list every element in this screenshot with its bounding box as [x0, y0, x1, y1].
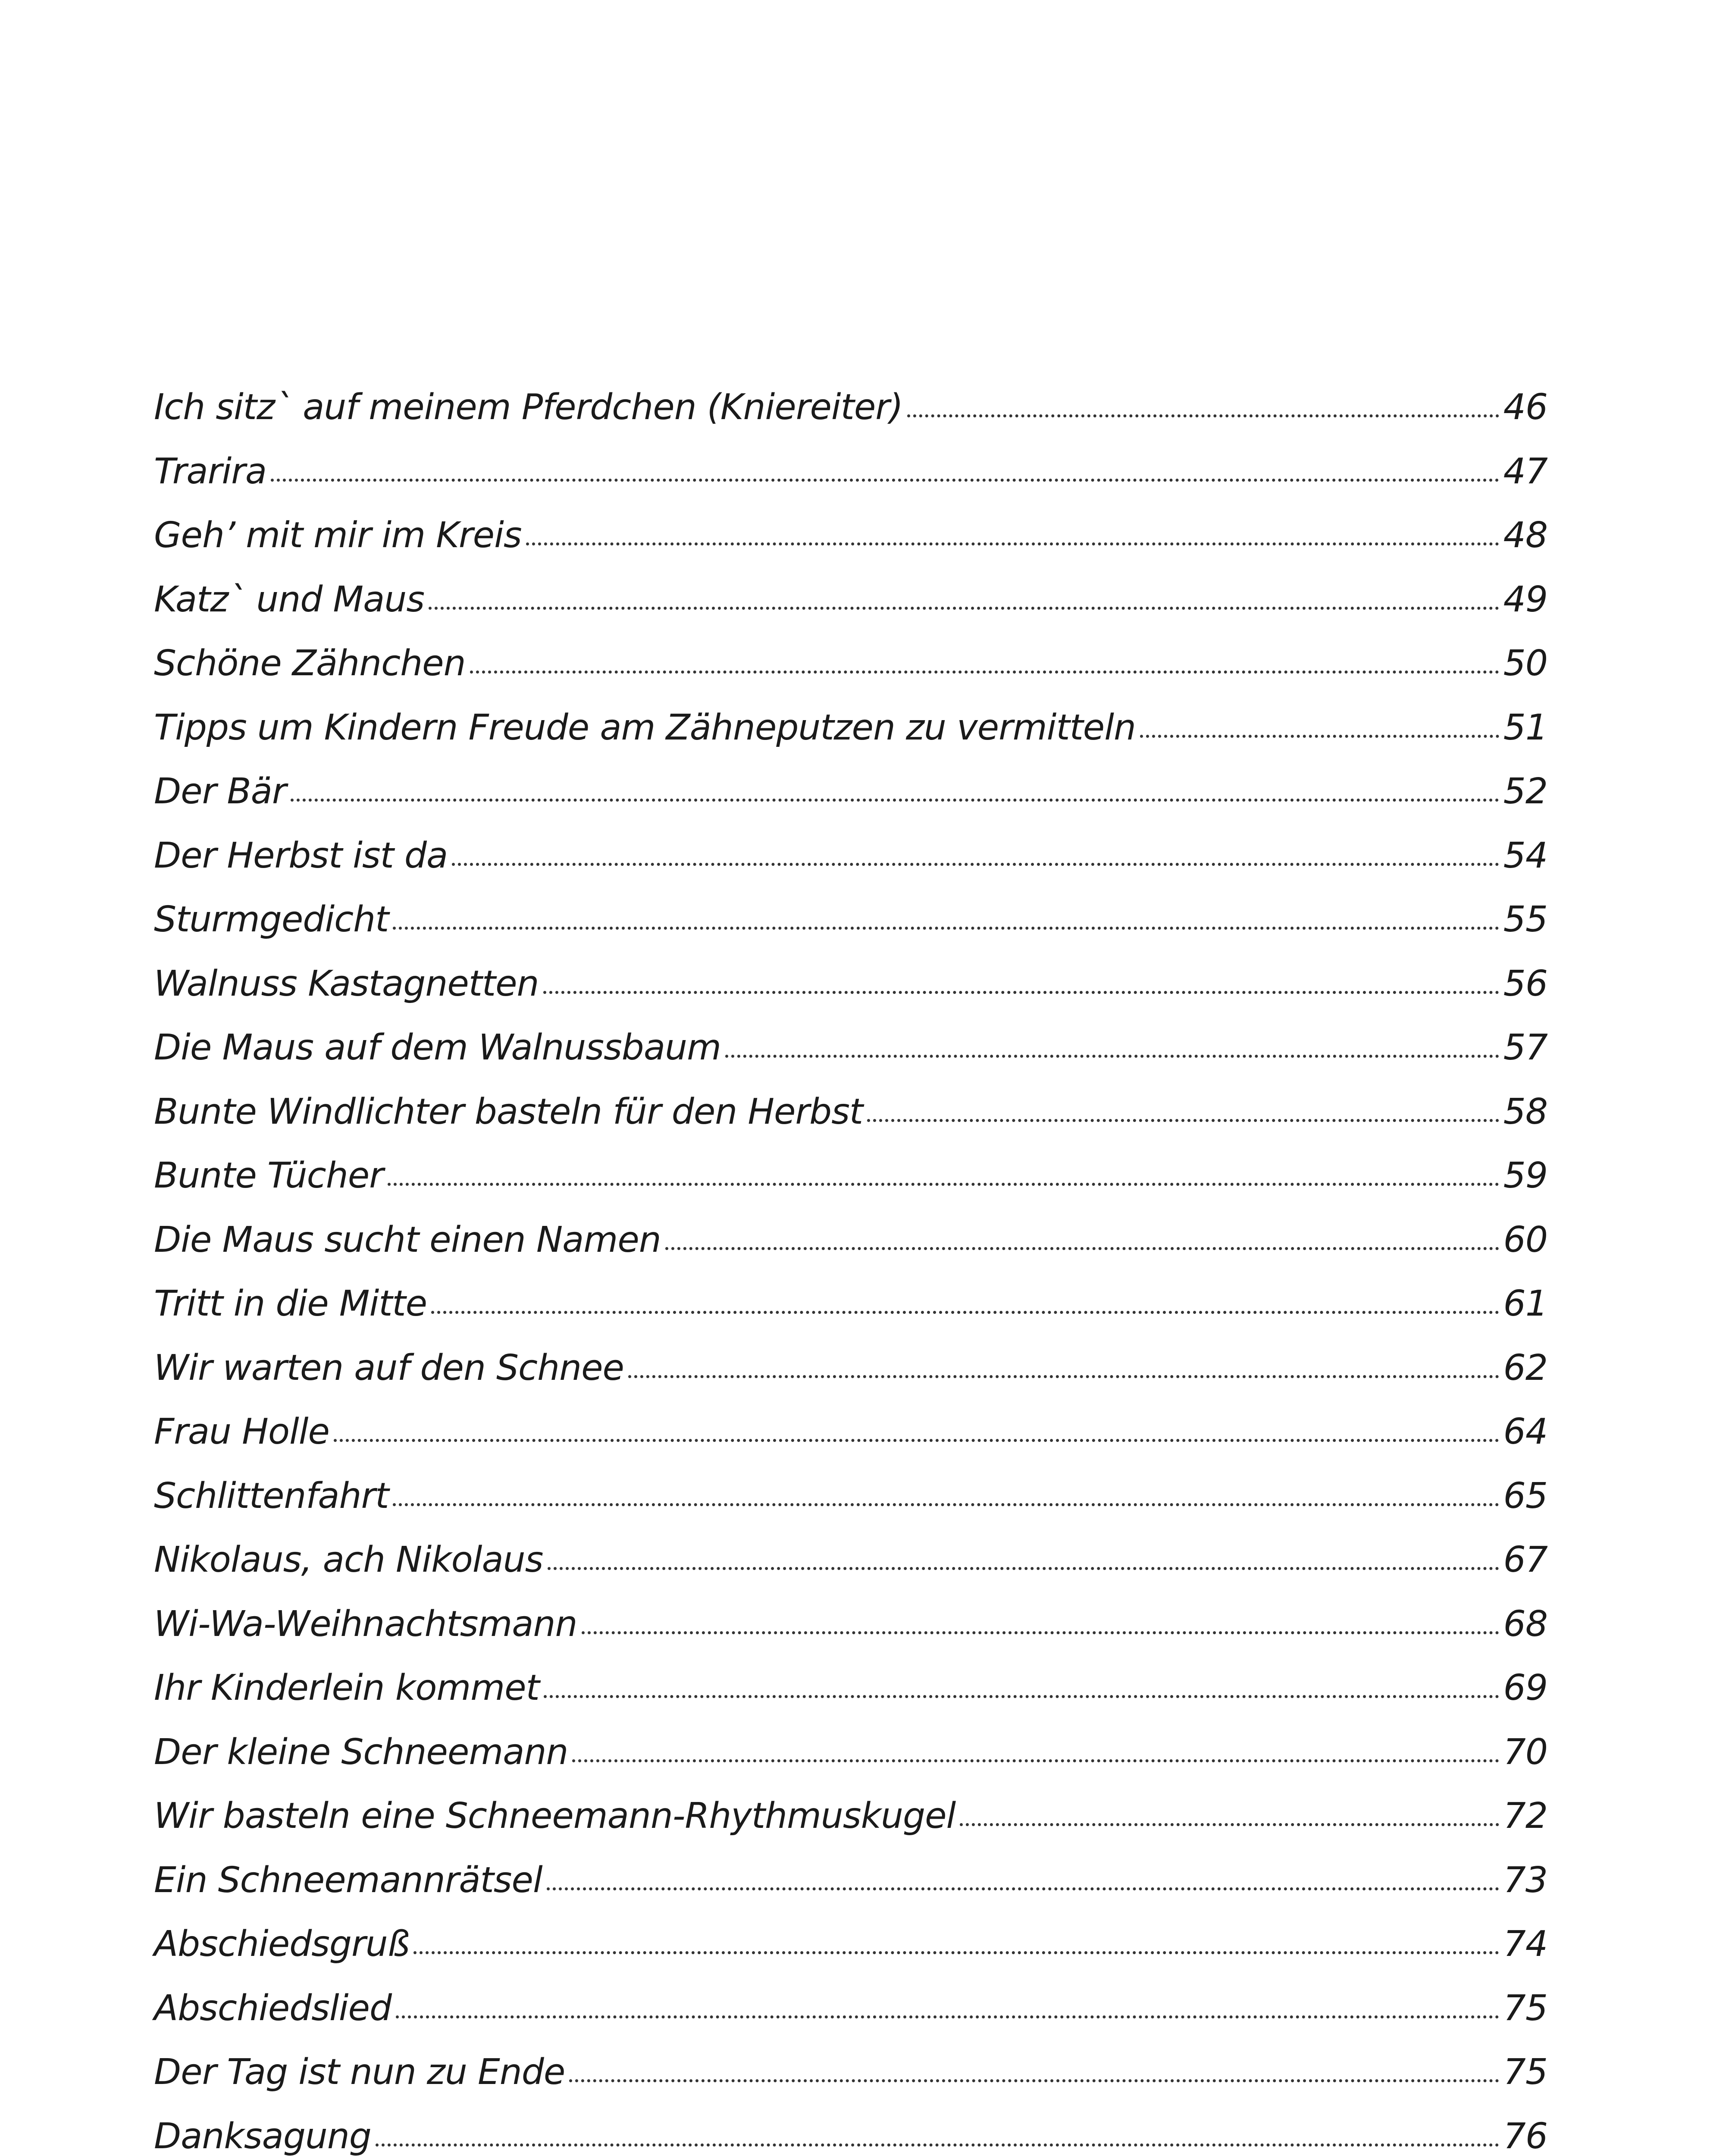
dot-leader: [582, 1631, 1499, 1634]
dot-leader: [452, 863, 1499, 866]
toc-entry-title: Tipps um Kindern Freude am Zähneputzen zu vermitteln: [154, 707, 1136, 748]
toc-entry-page-number: 73: [1503, 1859, 1547, 1901]
toc-entry-title: Ihr Kinderlein kommet: [154, 1667, 539, 1708]
dot-leader: [393, 927, 1499, 930]
toc-entry: [154, 579, 1547, 646]
toc-entry: [154, 1731, 1547, 1799]
dot-leader: [628, 1375, 1499, 1378]
toc-entry: [154, 963, 1547, 1031]
toc-entry-title: Frau Holle: [154, 1411, 330, 1452]
toc-entry-page-number: 75: [1503, 1987, 1547, 2029]
dot-leader: [431, 1311, 1499, 1314]
toc-entry-page-number: 67: [1503, 1539, 1547, 1580]
toc-entry-title: Abschiedslied: [154, 1987, 392, 2029]
toc-entry-page-number: 57: [1503, 1027, 1547, 1068]
toc-entry-page-number: 59: [1503, 1155, 1547, 1196]
toc-entry: [154, 1987, 1547, 2055]
dot-leader: [388, 1183, 1499, 1186]
toc-entry-title: Wir warten auf den Schnee: [154, 1347, 624, 1388]
toc-entry-title: Die Maus sucht einen Namen: [154, 1219, 661, 1260]
dot-leader: [960, 1823, 1499, 1826]
toc-entry-page-number: 62: [1503, 1347, 1547, 1388]
toc-entry-page-number: 72: [1503, 1796, 1547, 1836]
toc-entry-page-number: 55: [1503, 899, 1547, 940]
dot-leader: [413, 1951, 1499, 1954]
toc-entry: [154, 1091, 1547, 1159]
toc-entry-page-number: 61: [1503, 1283, 1547, 1324]
toc-entry-title: Ich sitz` auf meinem Pferdchen (Kniereiter): [154, 387, 903, 428]
toc-entry: [154, 451, 1547, 518]
toc-entry-page-number: 56: [1503, 963, 1547, 1004]
table-of-contents: [154, 387, 1547, 2156]
toc-entry-page-number: 74: [1503, 1924, 1547, 1965]
toc-entry: [154, 1283, 1547, 1351]
dot-leader: [334, 1439, 1499, 1442]
toc-entry-page-number: 68: [1503, 1603, 1547, 1645]
toc-entry-page-number: 64: [1503, 1411, 1547, 1452]
dot-leader: [572, 1759, 1499, 1762]
dot-leader: [907, 414, 1499, 417]
toc-entry-page-number: 51: [1503, 707, 1547, 748]
toc-entry: [154, 1539, 1547, 1607]
toc-entry: [154, 2115, 1547, 2156]
dot-leader: [544, 1695, 1499, 1698]
toc-entry-title: Der Tag ist nun zu Ende: [154, 2052, 565, 2093]
toc-entry-title: Wi-Wa-Weihnachtsmann: [154, 1603, 577, 1645]
dot-leader: [569, 2079, 1499, 2082]
toc-entry: [154, 771, 1547, 838]
toc-entry-page-number: 50: [1503, 643, 1547, 684]
toc-entry-title: Abschiedsgruß: [154, 1924, 410, 1965]
toc-entry-title: Ein Schneemannrätsel: [154, 1859, 542, 1901]
toc-entry: [154, 1796, 1547, 1863]
toc-entry: [154, 1155, 1547, 1222]
toc-entry: [154, 1411, 1547, 1479]
dot-leader: [376, 2143, 1499, 2147]
toc-entry-title: Katz` und Maus: [154, 579, 425, 620]
dot-leader: [470, 671, 1499, 674]
toc-entry: [154, 1475, 1547, 1543]
toc-entry-page-number: 54: [1503, 835, 1547, 876]
toc-entry-page-number: 76: [1503, 2115, 1547, 2156]
toc-entry: [154, 643, 1547, 710]
toc-entry-title: Bunte Windlichter basteln für den Herbst: [154, 1091, 863, 1132]
dot-leader: [665, 1247, 1499, 1250]
toc-entry-title: Der Bär: [154, 771, 286, 812]
toc-entry-page-number: 46: [1503, 387, 1547, 428]
toc-entry-title: Walnuss Kastagnetten: [154, 963, 539, 1004]
toc-entry-title: Wir basteln eine Schneemann-Rhythmuskugel: [154, 1796, 956, 1836]
toc-entry-page-number: 48: [1503, 515, 1547, 556]
toc-entry-title: Tritt in die Mitte: [154, 1283, 427, 1324]
toc-entry-page-number: 75: [1503, 2052, 1547, 2093]
toc-entry: [154, 1859, 1547, 1927]
toc-entry: [154, 1667, 1547, 1735]
toc-entry: [154, 2052, 1547, 2119]
toc-entry: [154, 899, 1547, 966]
toc-entry-page-number: 69: [1503, 1667, 1547, 1708]
toc-entry: [154, 1347, 1547, 1415]
toc-entry-page-number: 65: [1503, 1475, 1547, 1517]
dot-leader: [271, 479, 1499, 482]
dot-leader: [547, 1887, 1499, 1890]
toc-entry-title: Geh’ mit mir im Kreis: [154, 515, 522, 556]
dot-leader: [1140, 735, 1499, 738]
dot-leader: [543, 991, 1499, 994]
dot-leader: [526, 542, 1499, 545]
toc-entry: [154, 835, 1547, 903]
toc-entry: [154, 1219, 1547, 1287]
toc-entry-title: Danksagung: [154, 2115, 371, 2156]
toc-entry: [154, 387, 1547, 454]
toc-entry: [154, 515, 1547, 582]
toc-entry-page-number: 60: [1503, 1219, 1547, 1260]
toc-entry-title: Der kleine Schneemann: [154, 1731, 568, 1773]
toc-entry-page-number: 58: [1503, 1091, 1547, 1132]
dot-leader: [725, 1055, 1499, 1058]
dot-leader: [396, 2015, 1499, 2018]
toc-entry-page-number: 70: [1503, 1731, 1547, 1773]
toc-entry-page-number: 47: [1503, 451, 1547, 492]
toc-entry-page-number: 52: [1503, 771, 1547, 812]
toc-entry-page-number: 49: [1503, 579, 1547, 620]
toc-entry: [154, 1027, 1547, 1094]
toc-entry-title: Der Herbst ist da: [154, 835, 448, 876]
dot-leader: [867, 1119, 1499, 1122]
toc-entry-title: Bunte Tücher: [154, 1155, 383, 1196]
toc-entry-title: Sturmgedicht: [154, 899, 389, 940]
toc-entry-title: Schlittenfahrt: [154, 1475, 389, 1517]
dot-leader: [393, 1503, 1499, 1506]
toc-entry: [154, 1603, 1547, 1671]
dot-leader: [291, 799, 1499, 802]
dot-leader: [429, 607, 1499, 610]
toc-entry-title: Nikolaus, ach Nikolaus: [154, 1539, 543, 1580]
toc-entry: [154, 707, 1547, 774]
toc-entry-title: Schöne Zähnchen: [154, 643, 466, 684]
toc-entry: [154, 1924, 1547, 1991]
dot-leader: [548, 1567, 1499, 1570]
toc-entry-title: Trarira: [154, 451, 267, 492]
toc-entry-title: Die Maus auf dem Walnussbaum: [154, 1027, 721, 1068]
